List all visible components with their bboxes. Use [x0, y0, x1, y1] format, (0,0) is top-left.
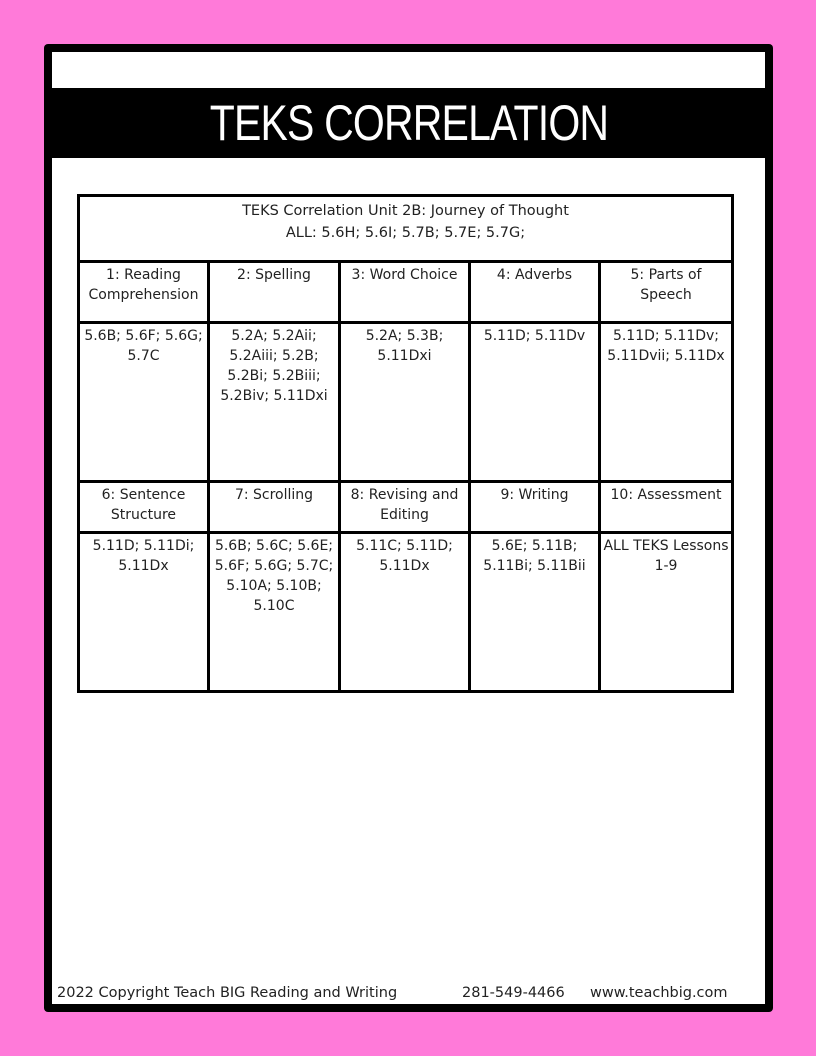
lesson-codes: 5.11C; 5.11D; 5.11Dx [340, 533, 470, 692]
lesson-codes: 5.6E; 5.11B; 5.11Bi; 5.11Bii [470, 533, 600, 692]
lesson-label: 8: Revising and Editing [340, 482, 470, 533]
footer-copyright: 2022 Copyright Teach BIG Reading and Writing [57, 985, 398, 1001]
page-title: TEKS CORRELATION [209, 95, 608, 151]
lesson-codes: 5.2A; 5.3B; 5.11Dxi [340, 323, 470, 482]
lesson-codes: 5.11D; 5.11Dv [470, 323, 600, 482]
lesson-codes: ALL TEKS Lessons 1-9 [600, 533, 733, 692]
footer-website: www.teachbig.com [590, 985, 728, 1001]
lesson-codes: 5.11D; 5.11Dv; 5.11Dvii; 5.11Dx [600, 323, 733, 482]
lesson-label: 1: Reading Comprehension [79, 262, 209, 323]
table-header [79, 196, 733, 262]
lesson-label: 9: Writing [470, 482, 600, 533]
table-header-all-teks: ALL: 5.6H; 5.6I; 5.7B; 5.7E; 5.7G; [285, 225, 526, 241]
lesson-codes: 5.6B; 5.6F; 5.6G; 5.7C [79, 323, 209, 482]
teks-table [77, 194, 734, 693]
page-border [44, 44, 773, 1012]
lesson-label: 4: Adverbs [470, 262, 600, 323]
lesson-codes: 5.6B; 5.6C; 5.6E; 5.6F; 5.6G; 5.7C; 5.10A; 5.10B; 5.10C [209, 533, 340, 692]
title-banner [52, 88, 765, 158]
lesson-label: 5: Parts of Speech [600, 262, 733, 323]
page-content [52, 52, 765, 1004]
lesson-label: 7: Scrolling [209, 482, 340, 533]
lesson-label: 10: Assessment [600, 482, 733, 533]
lesson-codes: 5.11D; 5.11Di; 5.11Dx [79, 533, 209, 692]
table-header-title: TEKS Correlation Unit 2B: Journey of Thought [242, 203, 569, 219]
lesson-codes: 5.2A; 5.2Aii; 5.2Aiii; 5.2B; 5.2Bi; 5.2Biii; 5.2Biv; 5.11Dxi [209, 323, 340, 482]
footer-phone: 281-549-4466 [462, 985, 565, 1001]
lesson-label: 3: Word Choice [340, 262, 470, 323]
lesson-label: 6: Sentence Structure [79, 482, 209, 533]
lesson-label: 2: Spelling [209, 262, 340, 323]
